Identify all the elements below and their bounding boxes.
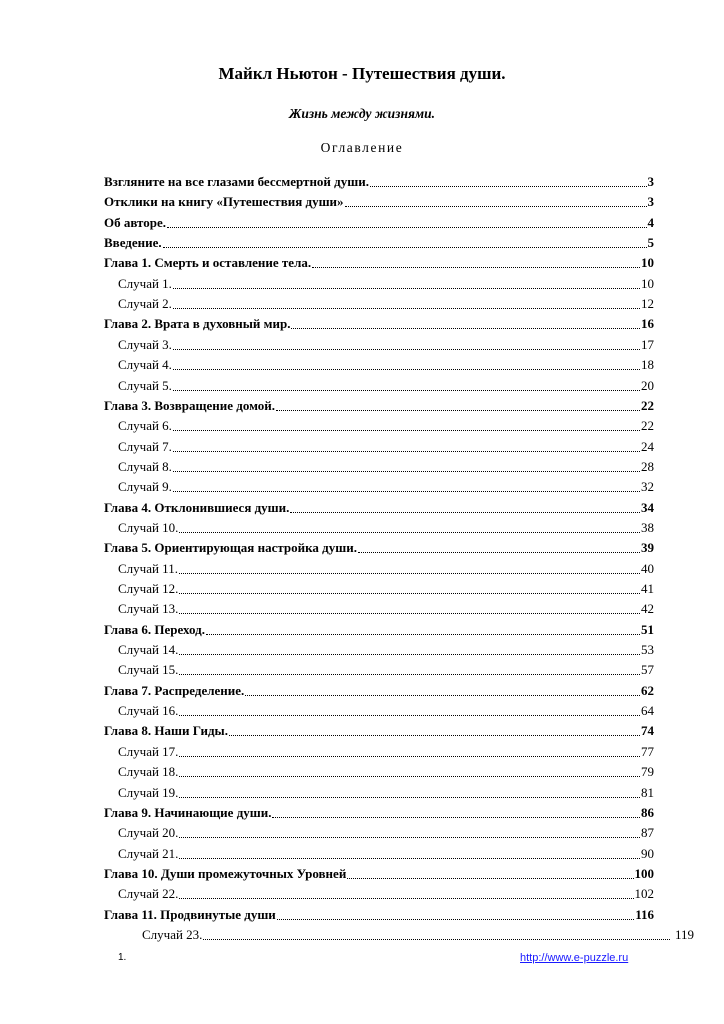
- toc-case-entry[interactable]: [118, 475, 654, 495]
- toc-entry-page: 40: [641, 560, 654, 576]
- toc-entry-page: 17: [641, 336, 654, 352]
- toc-heading: Оглавление: [320, 140, 404, 155]
- toc-entry-page: 119: [674, 926, 694, 942]
- toc-case-entry[interactable]: [118, 842, 654, 862]
- toc-case-entry[interactable]: [118, 638, 654, 658]
- toc-entry-label: Случай 8.: [118, 458, 172, 474]
- toc-dot-leader: [272, 807, 640, 818]
- toc-entry-label: Глава 7. Распределение.: [104, 682, 245, 698]
- toc-dot-leader: [245, 685, 640, 696]
- toc-dot-leader: [173, 359, 640, 370]
- toc-case-entry[interactable]: [118, 414, 654, 434]
- toc-dot-leader: [345, 196, 647, 207]
- toc-entry-page: 116: [635, 906, 654, 922]
- toc-entry-page: 77: [641, 743, 654, 759]
- toc-entry-label: Случай 6.: [118, 418, 172, 434]
- toc-entry-page: 18: [641, 357, 654, 373]
- toc-entry-label: Случай 23.: [142, 926, 203, 942]
- toc-dot-leader: [229, 725, 640, 736]
- toc-entry-label: Случай 11.: [118, 560, 178, 576]
- toc-dot-leader: [179, 848, 640, 859]
- toc-dot-leader: [206, 624, 640, 635]
- toc-dot-leader: [179, 664, 640, 675]
- toc-dot-leader: [167, 217, 646, 228]
- toc-chapter-entry[interactable]: [104, 170, 654, 190]
- toc-entry-label: Об авторе.: [104, 214, 167, 230]
- toc-entry-label: Введение.: [104, 235, 162, 251]
- toc-dot-leader: [358, 542, 640, 553]
- toc-entry-page: 79: [641, 764, 654, 780]
- toc-entry-label: Глава 4. Отклонившиеся души.: [104, 499, 290, 515]
- toc-entry-label: Случай 14.: [118, 642, 179, 658]
- toc-chapter-entry[interactable]: [104, 251, 654, 271]
- toc-dot-leader: [179, 766, 640, 777]
- toc-dot-leader: [276, 400, 640, 411]
- toc-entry-label: Случай 12.: [118, 581, 179, 596]
- toc-entry-page: 28: [641, 458, 654, 474]
- toc-entry-label: Случай 15.: [118, 662, 179, 678]
- toc-entry-label: Случай 22.: [118, 886, 179, 902]
- toc-case-entry[interactable]: [118, 597, 654, 617]
- toc-dot-leader: [173, 481, 640, 492]
- toc-chapter-entry[interactable]: [104, 231, 654, 251]
- toc-dot-leader: [179, 644, 640, 655]
- toc-entry-label: Взгляните на все глазами бессмертной души.: [104, 174, 369, 189]
- toc-entry-page: 16: [641, 316, 654, 332]
- toc-case-entry[interactable]: [142, 923, 694, 943]
- toc-entry-page: 34: [641, 499, 654, 515]
- toc-chapter-entry[interactable]: [104, 903, 654, 923]
- toc-entry-page: 3: [647, 194, 654, 210]
- toc-entry-label: Случай 16.: [118, 703, 179, 719]
- toc-chapter-entry[interactable]: [104, 801, 654, 821]
- toc-dot-leader: [179, 746, 640, 757]
- toc-dot-leader: [179, 787, 640, 798]
- toc-chapter-entry[interactable]: [104, 719, 654, 739]
- toc-entry-page: 10: [641, 255, 654, 271]
- toc-dot-leader: [179, 583, 640, 594]
- toc-entry-page: 22: [641, 418, 654, 434]
- toc-entry-label: Глава 6. Переход.: [104, 621, 205, 637]
- toc-dot-leader: [291, 318, 640, 329]
- toc-case-entry[interactable]: [118, 658, 654, 678]
- footer-page-number: 1.: [118, 952, 127, 963]
- toc-dot-leader: [312, 257, 640, 268]
- toc-entry-label: Глава 5. Ориентирующая настройка души.: [104, 540, 357, 556]
- toc-dot-leader: [370, 176, 647, 187]
- toc-case-entry[interactable]: [118, 272, 654, 292]
- toc-entry-label: Глава 2. Врата в духовный мир.: [104, 316, 291, 332]
- toc-entry-page: 62: [641, 682, 654, 698]
- toc-case-entry[interactable]: [118, 333, 654, 353]
- toc-entry-page: 22: [641, 397, 654, 413]
- toc-chapter-entry[interactable]: [104, 496, 654, 516]
- toc-entry-page: 12: [641, 296, 654, 312]
- toc-entry-page: 86: [641, 804, 654, 820]
- toc-case-entry[interactable]: [118, 557, 654, 577]
- toc-chapter-entry[interactable]: [104, 618, 654, 638]
- toc-dot-leader: [277, 909, 634, 920]
- toc-entry-page: 38: [641, 519, 654, 535]
- toc-case-entry[interactable]: [118, 435, 654, 455]
- toc-entry-page: 90: [641, 845, 654, 861]
- toc-entry-page: 24: [641, 438, 654, 454]
- toc-entry-label: Глава 8. Наши Гиды.: [104, 723, 228, 739]
- toc-entry-page: 102: [634, 886, 654, 902]
- toc-entry-page: 3: [647, 174, 654, 189]
- toc-dot-leader: [179, 563, 640, 574]
- toc-entry-label: Глава 9. Начинающие души.: [104, 804, 272, 820]
- toc-entry-page: 39: [641, 540, 654, 556]
- toc-entry-label: Случай 3.: [118, 336, 172, 352]
- toc-entry-page: 53: [641, 642, 654, 658]
- toc-entry-page: 64: [641, 703, 654, 719]
- toc-dot-leader: [179, 827, 640, 838]
- toc-entry-page: 57: [641, 662, 654, 678]
- document-subtitle: Жизнь между жизнями.: [288, 106, 436, 121]
- toc-entry-page: 41: [641, 581, 654, 596]
- toc-case-entry[interactable]: [118, 882, 654, 902]
- toc-entry-page: 42: [641, 601, 654, 617]
- toc-entry-label: Случай 21.: [118, 845, 179, 861]
- toc-entry-label: Случай 19.: [118, 784, 179, 800]
- toc-chapter-entry[interactable]: [104, 211, 654, 231]
- toc-entry-label: Глава 10. Души промежуточных Уровней: [104, 865, 347, 881]
- toc-dot-leader: [173, 461, 640, 472]
- toc-entry-label: Глава 3. Возвращение домой.: [104, 397, 276, 413]
- toc-entry-label: Случай 17.: [118, 743, 179, 759]
- toc-entry-page: 4: [647, 214, 654, 230]
- toc-dot-leader: [173, 420, 640, 431]
- toc-entry-label: Случай 18.: [118, 764, 179, 780]
- toc-entry-label: Случай 4.: [118, 357, 172, 373]
- toc-entry-label: Отклики на книгу «Путешествия души»: [104, 194, 344, 210]
- toc-case-entry[interactable]: [118, 821, 654, 841]
- toc-dot-leader: [203, 929, 670, 940]
- document-title: Майкл Ньютон - Путешествия души.: [218, 64, 506, 83]
- toc-dot-leader: [173, 441, 640, 452]
- toc-entry-page: 20: [641, 377, 654, 393]
- toc-chapter-entry[interactable]: [104, 190, 654, 210]
- toc-entry-page: 10: [641, 275, 654, 291]
- toc-dot-leader: [290, 502, 640, 513]
- toc-entry-page: 74: [641, 723, 654, 739]
- toc-entry-page: 87: [641, 825, 654, 841]
- toc-dot-leader: [347, 868, 633, 879]
- toc-entry-label: Глава 1. Смерть и оставление тела.: [104, 255, 312, 271]
- toc-entry-label: Случай 13.: [118, 601, 179, 617]
- toc-case-entry[interactable]: [118, 353, 654, 373]
- toc-case-entry[interactable]: [118, 781, 654, 801]
- toc-chapter-entry[interactable]: [104, 536, 654, 556]
- toc-entry-label: Случай 20.: [118, 825, 179, 841]
- toc-dot-leader: [179, 522, 640, 533]
- toc-entry-label: Глава 11. Продвинутые души: [104, 906, 276, 922]
- toc-entry-page: 5: [647, 235, 654, 251]
- toc-dot-leader: [163, 237, 647, 248]
- toc-dot-leader: [179, 888, 633, 899]
- toc-case-entry[interactable]: [118, 292, 654, 312]
- toc-chapter-entry[interactable]: [104, 312, 654, 332]
- toc-dot-leader: [179, 603, 640, 614]
- toc-dot-leader: [179, 705, 640, 716]
- toc-entry-page: 32: [641, 479, 654, 495]
- toc-entry-page: 51: [641, 621, 654, 637]
- toc-case-entry[interactable]: [118, 740, 654, 760]
- toc-entry-label: Случай 10.: [118, 519, 179, 535]
- toc-chapter-entry[interactable]: [104, 862, 654, 882]
- toc-dot-leader: [173, 278, 640, 289]
- toc-dot-leader: [173, 298, 640, 309]
- toc-case-entry[interactable]: [118, 455, 654, 475]
- toc-entry-page: 81: [641, 784, 654, 800]
- toc-dot-leader: [173, 380, 640, 391]
- toc-case-entry[interactable]: [118, 577, 654, 597]
- toc-case-entry[interactable]: [118, 760, 654, 780]
- toc-entry-page: 100: [634, 865, 654, 881]
- toc-case-entry[interactable]: [118, 374, 654, 394]
- toc-entry-label: Случай 9.: [118, 479, 172, 495]
- toc-entry-label: Случай 2.: [118, 296, 172, 312]
- toc-case-entry[interactable]: [118, 516, 654, 536]
- toc-entry-label: Случай 5.: [118, 377, 172, 393]
- toc-chapter-entry[interactable]: [104, 394, 654, 414]
- toc-case-entry[interactable]: [118, 699, 654, 719]
- toc-entry-label: Случай 7.: [118, 438, 172, 454]
- toc-dot-leader: [173, 339, 640, 350]
- toc-chapter-entry[interactable]: [104, 679, 654, 699]
- footer-link[interactable]: http://www.e-puzzle.ru: [520, 952, 629, 964]
- toc-entry-label: Случай 1.: [118, 275, 172, 291]
